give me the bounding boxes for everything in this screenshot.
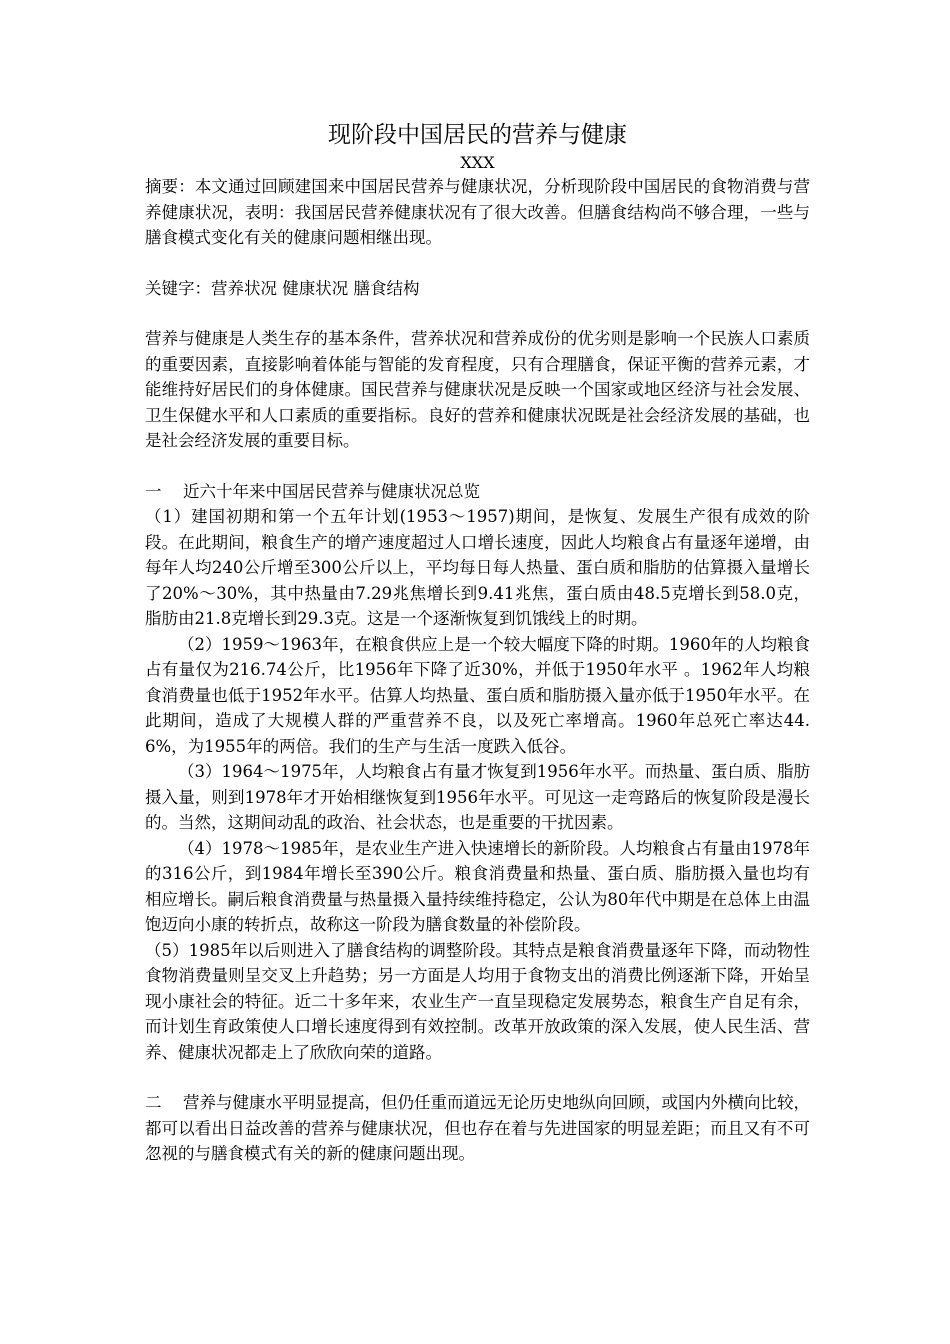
- section-2-paragraph: [145, 1090, 810, 1167]
- spacer: [145, 251, 810, 276]
- abstract-paragraph: 摘要：本文通过回顾建国来中国居民营养与健康状况，分析现阶段中国居民的食物消费与营养健康状况，表明：我国居民营养健康状况有了很大改善。但膳食结构尚不够合理，一些与膳食模式变化有关的健康问题相继出现。: [145, 177, 810, 247]
- spacer: [145, 454, 810, 479]
- section-1-heading: [145, 479, 810, 505]
- section-2-text: 营养与健康水平明显提高，但仍任重而道远无论历史地纵向回顾，或国内外横向比较，都可以看出日益改善的营养与健康状况，但也存在着与先进国家的明显差距；而且又有不可忽视的与膳食模式有关的新的健康问题出现。: [145, 1093, 810, 1163]
- document-title: 现阶段中国居民的营养与健康: [328, 122, 627, 148]
- document-author: XXX: [460, 153, 495, 172]
- section-1-paragraph-2: （2）1959～1963年，在粮食供应上是一个较大幅度下降的时期。1960年的人均粮食占有量仅为216.74公斤，比1956年下降了近30%，并低于1950年水平 。1962年人均粮食消费量也低于1952年水平。估算人均热量、蛋白质和脂肪摄入量亦低于1950年水平。在此期间，造成了大规模人群的严重营养不良，以及死亡率增高。1960年总死亡率达44.6%，为1955年的两倍。我们的生产与生活一度跌入低谷。: [145, 634, 810, 756]
- document-body: [145, 118, 810, 1167]
- intro-paragraph: 营养与健康是人类生存的基本条件，营养状况和营养成份的优劣则是影响一个民族人口素质的重要因素，直接影响着体能与智能的发育程度，只有合理膳食，保证平衡的营养元素，才能维持好居民们的身体健康。国民营养与健康状况是反映一个国家或地区经济与社会发展、卫生保健水平和人口素质的重要指标。良好的营养和健康状况既是社会经济发展的基础，也是社会经济发展的重要目标。: [145, 329, 810, 450]
- section-2-number: 二: [145, 1093, 162, 1112]
- section-1-paragraph-4: （4）1978～1985年，是农业生产进入快速增长的新阶段。人均粮食占有量由1978年的316公斤，到1984年增长至390公斤。粮食消费量和热量、蛋白质、脂肪摄入量也均有相应增长。嗣后粮食消费量与热量摄入量持续维持稳定，公认为80年代中期是在总体上由温饱迈向小康的转折点，故称这一阶段为膳食数量的补偿阶段。: [145, 838, 810, 934]
- spacer: [145, 301, 810, 326]
- section-1-paragraph-1: （1）建国初期和第一个五年计划(1953～1957)期间，是恢复、发展生产很有成效的阶段。在此期间，粮食生产的增产速度超过人口增长速度，因此人均粮食占有量逐年递增，由每年人均240公斤增至300公斤以上，平均每日每人热量、蛋白质和脂肪的估算摄入量增长了20%～30%，其中热量由7.29兆焦增长到9.41兆焦，蛋白质由48.5克增长到58.0克，脂肪由21.8克增长到29.3克。这是一个逐渐恢复到饥饿线上的时期。: [145, 507, 810, 628]
- section-1-paragraph-5: （5）1985年以后则进入了膳食结构的调整阶段。其特点是粮食消费量逐年下降，而动物性食物消费量则呈交叉上升趋势；另一方面是人均用于食物支出的消费比例逐渐下降，开始呈现小康社会的特征。近二十多年来，农业生产一直呈现稳定发展势态，粮食生产自足有余，而计划生育政策使人口增长速度得到有效控制。改革开放政策的深入发展，使人民生活、营养、健康状况都走上了欣欣向荣的道路。: [145, 940, 810, 1062]
- section-1-number: 一: [145, 481, 162, 501]
- section-1-title: 近六十年来中国居民营养与健康状况总览: [183, 481, 480, 501]
- spacer: [145, 1065, 810, 1090]
- keywords-line: 关键字：营养状况 健康状况 膳食结构: [145, 278, 420, 298]
- section-1-paragraph-3: （3）1964～1975年，人均粮食占有量才恢复到1956年水平。而热量、蛋白质、脂肪摄入量，则到1978年才开始相继恢复到1956年水平。可见这一走弯路后的恢复阶段是漫长的。当然，这期间动乱的政治、社会状态，也是重要的干扰因素。: [145, 762, 810, 832]
